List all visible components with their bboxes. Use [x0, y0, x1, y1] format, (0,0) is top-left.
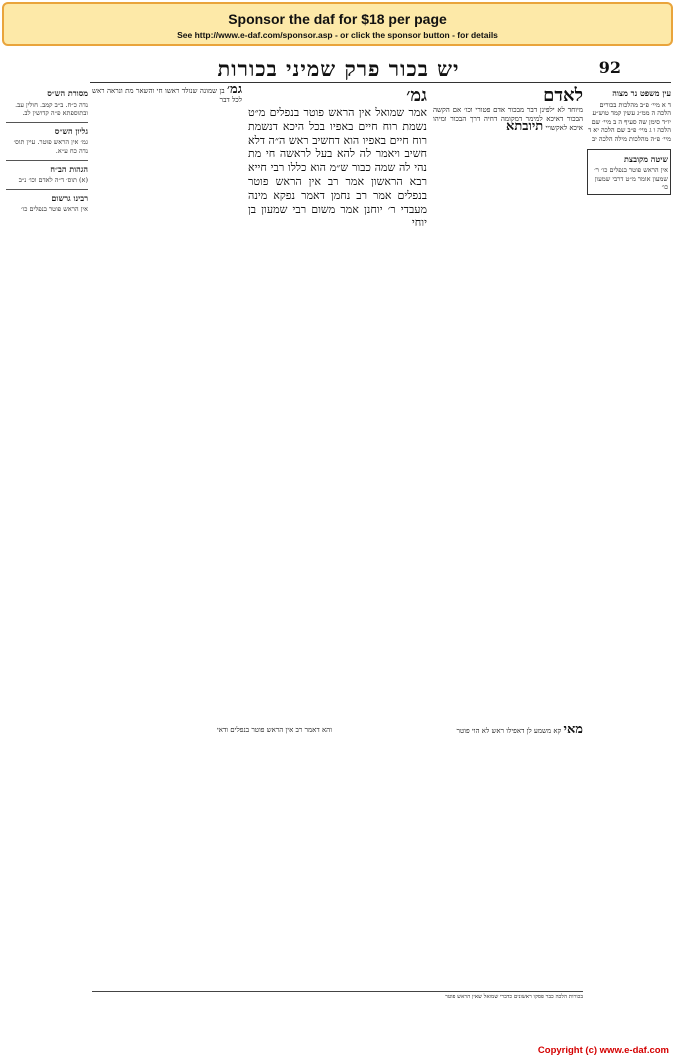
- rabbeinu-label: רבינו גרשום: [51, 192, 88, 203]
- tosafot-lead-2: תיובתא: [506, 119, 544, 135]
- hagahot-text: (א) תוס׳ ד״ה לאדם וכו׳ נ״ב: [18, 176, 88, 185]
- footnote-text: בכורות הלכה כבר פסקו ראשונים כדברי שמואל שאין הראש פוטר: [445, 994, 583, 1000]
- left-margin-rule-3: [6, 189, 88, 190]
- page-core: [92, 86, 583, 1036]
- talmud-page: [6, 52, 671, 1042]
- rashi-column: [92, 86, 242, 716]
- masoret-label: מסורת הש״ס: [47, 88, 88, 98]
- gilyon-text: גמ׳ אין הראש פוטר. עיין תוס׳ נדה כח ע״א.: [13, 138, 88, 155]
- left-margin: [6, 86, 88, 1036]
- rabbeinu-text: אין הראש פוטר בנפלים כו׳: [21, 205, 88, 214]
- gemara-column: [248, 86, 427, 716]
- running-header: יש בכור פרק שמיני בכורות: [217, 56, 460, 81]
- left-margin-rule-1: [6, 122, 88, 123]
- hagahot-label: הגהות הב״ח: [50, 163, 88, 174]
- sponsor-banner[interactable]: [2, 2, 673, 46]
- tosafot-text: מיוחד לא ילפינן דבר מבכור אדם פטורי וכו׳ אם הקשה הבכור דאיכא למימר דמקומה דחיה דרך הבכור ומיהו איכא לאקשויי: [433, 106, 583, 133]
- sponsor-subtitle[interactable]: See http://www.e-daf.com/sponsor.asp - or click the sponsor button - for details: [177, 30, 498, 40]
- gilyon-label: גליון הש״ס: [54, 125, 88, 136]
- ein-mishpat-text: ד א מיי׳ פ״ב מהלכות בכורים הלכה ה ממ״ג עשין קמד טוש״ע יו״ד סימן שה סעיף ה ב מיי׳ שם הלכה ו ג מיי׳ פ״ב שם הלכה יא ד מיי׳ פ״ה מהלכות מילה הלכה יב: [588, 100, 671, 143]
- header-rule: [90, 82, 671, 83]
- rashi-lead: גמ׳: [227, 86, 242, 97]
- shita-text: אין הראש פוטר בנפלים כו׳ ר׳ שמעון אומר מ״ט דרבי שמעון כו׳: [594, 166, 668, 192]
- masoret-text: נדה כ״ח. ב״ב קמב. חולין עב. ובתוספתא פ״ה קדושין לב.: [15, 100, 88, 118]
- right-margin: [587, 86, 671, 1036]
- sponsor-title[interactable]: Sponsor the daf for $18 per page: [228, 11, 447, 27]
- footnotes: [92, 991, 583, 1039]
- bottom-left-text: והא דאמר רב אין הראש פוטר בנפלים ודאי: [216, 726, 332, 734]
- gemara-lead: גמ׳: [406, 86, 427, 106]
- page-number: 92: [598, 58, 621, 77]
- tosafot-lead: לאדם: [543, 86, 583, 106]
- bottom-right-commentary: [343, 726, 583, 986]
- bottom-right-text: קא משמע לן דאפילו ראש לא הוי פוטר: [456, 727, 562, 735]
- left-margin-rule-2: [6, 160, 88, 161]
- shita-label: שיטה מקובצת: [624, 153, 668, 164]
- tosafot-column: [433, 86, 583, 716]
- bottom-left-commentary: [92, 726, 332, 986]
- ein-mishpat-label: עין משפט נר מצוה: [612, 88, 671, 98]
- copyright-notice: Copyright (c) www.e-daf.com: [537, 1045, 669, 1056]
- bottom-lead: מאי: [563, 726, 583, 737]
- shita-box: [587, 149, 671, 195]
- rashi-text: בן שמונה שנולד ראשו חי והשאר מת ונראה ראש לכל דבר: [92, 87, 242, 104]
- gemara-text: אמר שמואל אין הראש פוטר בנפלים מ״ט נשמת רוח חיים באפיו בכל היכא דנשמת רוח חיים באפיו הוא דחשיב ראש ה״ה דלא חשיב ויאמר לה להא בעל לראשה חי מת נהי לה שמה כבור ש״מ הוא כללו רבי חייא רבא הראשון אמר רב אין הראש פוטר בנפלים אמר רב נחמן דאמר נפקא מינה מעבדי ר׳ יוחנן אמר משום רבי שמעון בן יוחי: [248, 106, 427, 230]
